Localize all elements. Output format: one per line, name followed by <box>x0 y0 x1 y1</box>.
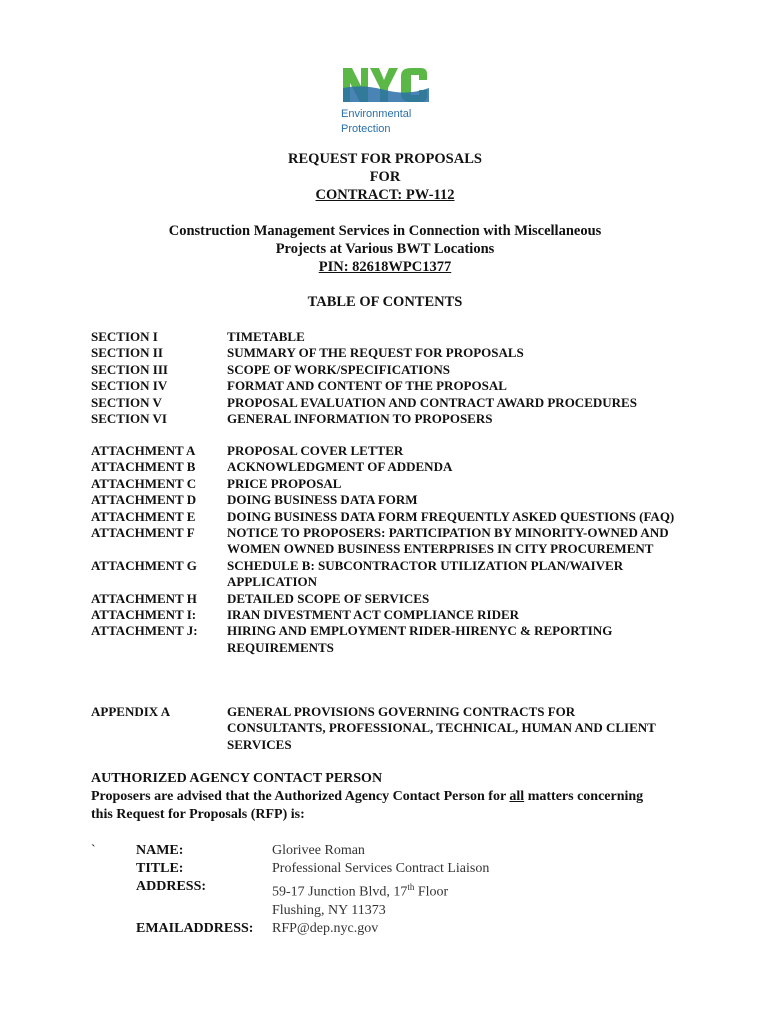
attachment-title: IRAN DIVESTMENT ACT COMPLIANCE RIDER <box>227 607 520 623</box>
appendix-key: APPENDIX A <box>91 704 171 719</box>
nyc-logo-mark <box>341 66 429 106</box>
attachment-key: ATTACHMENT F <box>91 525 195 541</box>
subtitle-line-1: Construction Management Services in Connection with Miscellaneous <box>168 223 602 239</box>
rfp-title <box>0 150 770 204</box>
section-key: SECTION II <box>91 345 163 361</box>
attachment-key: ATTACHMENT H <box>91 590 197 606</box>
address-label: ADDRESS: <box>136 879 207 894</box>
toc-row <box>91 492 677 508</box>
attachment-title: DETAILED SCOPE OF SERVICES <box>227 590 430 606</box>
toc-row <box>91 558 677 591</box>
attachment-title: SCHEDULE B: SUBCONTRACTOR UTILIZATION PLAN/WAIVER APPLICATION <box>227 557 624 590</box>
nyc-dep-logo <box>341 66 441 136</box>
toc-row <box>91 411 677 427</box>
section-title: FORMAT AND CONTENT OF THE PROPOSAL <box>227 378 507 394</box>
attachment-title: DOING BUSINESS DATA FORM FREQUENTLY ASKED QUESTIONS (FAQ) <box>227 508 675 524</box>
attachment-key: ATTACHMENT G <box>91 557 197 573</box>
section-key: SECTION I <box>91 329 158 344</box>
attachment-key: ATTACHMENT J: <box>91 623 198 639</box>
attachment-key: ATTACHMENT B <box>91 459 196 475</box>
logo-line-2: Protection <box>341 123 391 135</box>
sections-list <box>91 329 677 427</box>
section-title: SUMMARY OF THE REQUEST FOR PROPOSALS <box>227 345 524 361</box>
attachment-key: ATTACHMENT E <box>91 508 196 524</box>
contact-row-email <box>91 920 489 938</box>
name-value: Glorivee Roman <box>272 843 365 858</box>
title-line-2: FOR <box>369 169 401 185</box>
section-key: SECTION IV <box>91 378 168 394</box>
email-label: EMAILADDRESS: <box>136 920 254 936</box>
attachment-key: ATTACHMENT A <box>91 443 196 458</box>
title-value: Professional Services Contract Liaison <box>272 861 490 876</box>
toc-row <box>91 476 677 492</box>
stray-mark: ` <box>91 843 96 858</box>
contact-heading: AUTHORIZED AGENCY CONTACT PERSON <box>91 771 383 786</box>
attachment-title: PROPOSAL COVER LETTER <box>227 443 404 458</box>
toc-row <box>91 509 677 525</box>
pin-number: PIN: 82618WPC1377 <box>318 259 452 275</box>
title-line-1: REQUEST FOR PROPOSALS <box>288 151 482 167</box>
section-key: SECTION III <box>91 361 168 377</box>
attachment-key: ATTACHMENT C <box>91 475 197 491</box>
section-key: SECTION V <box>91 394 162 410</box>
contract-number: CONTRACT: PW-112 <box>315 187 455 203</box>
attachment-title: DOING BUSINESS DATA FORM <box>227 492 418 508</box>
address-line-2: Flushing, NY 11373 <box>272 902 386 918</box>
toc-row <box>91 345 677 361</box>
appendix-title: GENERAL PROVISIONS GOVERNING CONTRACTS FOR CONSULTANTS, PROFESSIONAL, TECHNICAL, HUMAN AND CLIENT SERVICES <box>227 704 656 752</box>
attachment-title: HIRING AND EMPLOYMENT RIDER-HIRENYC & REPORTING REQUIREMENTS <box>227 623 613 655</box>
section-title: PROPOSAL EVALUATION AND CONTRACT AWARD PROCEDURES <box>227 394 637 410</box>
toc-title: TABLE OF CONTENTS <box>307 294 463 310</box>
toc-row <box>91 329 677 345</box>
logo-line-1: Environmental <box>341 108 412 120</box>
toc-row <box>91 459 677 475</box>
section-title: GENERAL INFORMATION TO PROPOSERS <box>227 411 493 427</box>
toc-row <box>91 395 677 411</box>
toc-row <box>91 591 677 607</box>
toc-row <box>91 704 677 753</box>
section-key: SECTION VI <box>91 411 167 427</box>
appendix-list <box>91 704 677 753</box>
toc-row <box>91 607 677 623</box>
attachment-title: NOTICE TO PROPOSERS: PARTICIPATION BY MINORITY-OWNED AND WOMEN OWNED BUSINESS ENTERPRISES IN CITY PROCUREMENT <box>227 525 669 557</box>
attachment-key: ATTACHMENT D <box>91 492 197 508</box>
attachment-title: ACKNOWLEDGMENT OF ADDENDA <box>227 459 453 475</box>
attachments-list <box>91 443 677 656</box>
rfp-subtitle <box>0 222 770 276</box>
contact-row-name <box>91 842 489 860</box>
subtitle-line-2: Projects at Various BWT Locations <box>275 241 495 257</box>
contact-details <box>91 842 489 938</box>
toc-row <box>91 525 677 558</box>
toc-row <box>91 378 677 394</box>
contact-row-title <box>91 860 489 878</box>
toc-row <box>91 362 677 378</box>
contact-paragraph: Proposers are advised that the Authorized Agency Contact Person for all matters concerning this Request for Proposals (RFP) is: <box>91 789 644 822</box>
toc-row <box>91 443 677 459</box>
name-label: NAME: <box>136 843 184 858</box>
toc-row <box>91 623 677 656</box>
contact-row-address2 <box>91 902 489 920</box>
address-line-1: 59-17 Junction Blvd, 17th Floor <box>272 882 449 900</box>
contact-row-address <box>91 878 489 902</box>
email-link[interactable]: RFP@dep.nyc.gov <box>272 920 379 936</box>
section-title: SCOPE OF WORK/SPECIFICATIONS <box>227 361 450 377</box>
attachment-key: ATTACHMENT I: <box>91 607 197 623</box>
section-title: TIMETABLE <box>227 329 305 344</box>
title-label: TITLE: <box>136 861 184 876</box>
attachment-title: PRICE PROPOSAL <box>227 475 342 491</box>
